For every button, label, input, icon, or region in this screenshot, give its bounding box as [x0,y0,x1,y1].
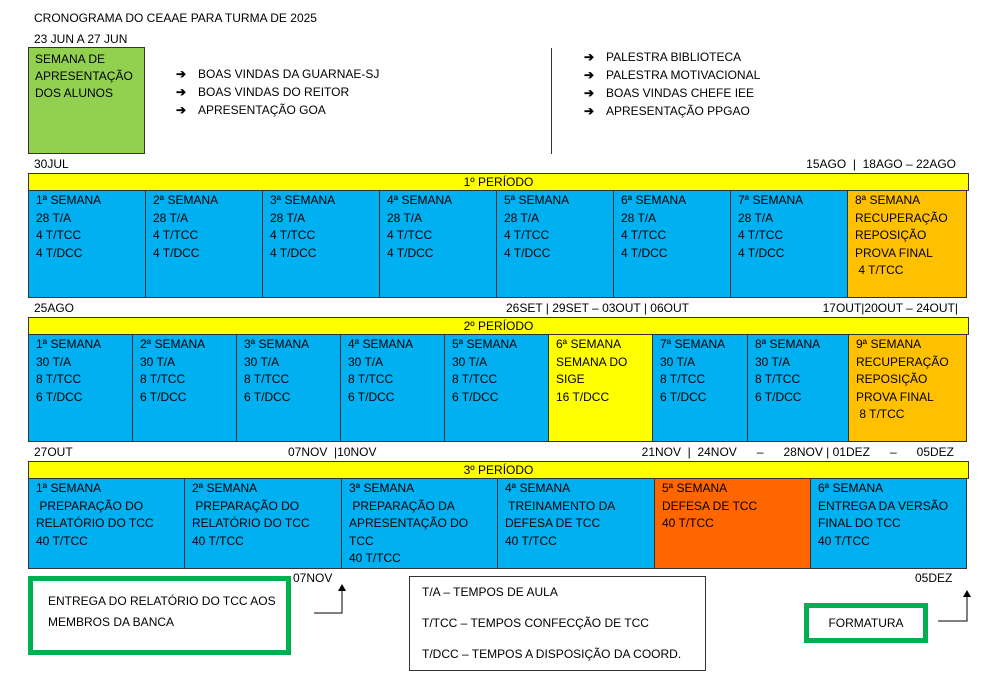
arrow-right-icon: ➔ [176,85,187,99]
arrow-right-icon: ➔ [584,86,595,100]
date-range: 23 JUN A 27 JUN [34,32,128,46]
delivery-date: 07NOV [293,571,333,585]
arrow-right-icon: ➔ [584,68,595,82]
period3-date-mid: 07NOV |10NOV [288,445,377,459]
intro-left-list [176,65,379,119]
period3-week-2: 2ª SEMANA PREPARAÇÃO DO RELATÓRIO DO TCC 40 T/TCC [185,479,342,568]
period2-week-6: 6ª SEMANA SEMANA DO SIGE 16 T/DCC [549,335,653,441]
list-item: ➔ APRESENTAÇÃO GOA [176,103,326,117]
period1-week-8: 8ª SEMANA RECUPERAÇÃO REPOSIÇÃO PROVA FINAL 4 T/TCC [848,191,966,297]
period2-week-2: 2ª SEMANA 30 T/A 8 T/TCC 6 T/DCC [133,335,237,441]
list-item: ➔ BOAS VINDAS DA GUARNAE-SJ [176,67,380,81]
graduation-box: FORMATURA [804,603,928,643]
arrow-right-icon: ➔ [176,67,187,81]
divider [551,48,552,154]
period2-week-1: 1ª SEMANA 30 T/A 8 T/TCC 6 T/DCC [29,335,133,441]
intro-line: DOS ALUNOS [35,86,114,100]
period3-week-4: 4ª SEMANA TREINAMENTO DA DEFESA DE TCC 40 T/TCC [498,479,655,568]
period1-week-3: 3ª SEMANA 28 T/A 4 T/TCC 4 T/DCC [263,191,380,297]
period3-week-1: 1ª SEMANA PREPARAÇÃO DO RELATÓRIO DO TCC 40 T/TCC [29,479,185,568]
period1-title: 1º PERÍODO [28,173,969,191]
period2-title: 2º PERÍODO [28,317,969,335]
period1-week-6: 6ª SEMANA 28 T/A 4 T/TCC 4 T/DCC [614,191,731,297]
page-title: CRONOGRAMA DO CEAAE PARA TURMA DE 2025 [34,11,317,25]
period2-week-7: 7ª SEMANA 30 T/A 8 T/TCC 6 T/DCC [653,335,748,441]
return-arrow-icon [936,588,976,624]
return-arrow-icon [312,582,352,616]
legend-box [409,576,706,671]
list-item: ➔ BOAS VINDAS CHEFE IEE [584,86,755,100]
period1-date-left: 30JUL [34,157,69,171]
period1-week-2: 2ª SEMANA 28 T/A 4 T/TCC 4 T/DCC [146,191,263,297]
period1-week-4: 4ª SEMANA 28 T/A 4 T/TCC 4 T/DCC [380,191,497,297]
period3-grid [28,479,967,569]
intro-line: APRESENTAÇÃO [35,69,133,83]
arrow-right-icon: ➔ [584,104,595,118]
period2-grid [28,335,967,442]
period1-date-right: 15AGO | 18AGO – 22AGO [806,157,956,171]
period1-grid [28,191,967,298]
period1-week-5: 5ª SEMANA 28 T/A 4 T/TCC 4 T/DCC [497,191,614,297]
list-item: ➔ PALESTRA BIBLIOTECA [584,50,742,64]
intro-week-box [28,47,145,154]
period2-date-right: 17OUT|20OUT – 24OUT| [822,301,958,315]
period3-date-right: 21NOV | 24NOV – 28NOV | 01DEZ – 05DEZ [641,445,954,459]
list-item: ➔ BOAS VINDAS DO REITOR [176,85,350,99]
period3-title: 3º PERÍODO [28,461,969,479]
delivery-box: ENTREGA DO RELATÓRIO DO TCC AOS MEMBROS DA BANCA [28,576,291,655]
period2-week-4: 4ª SEMANA 30 T/A 8 T/TCC 6 T/DCC [341,335,445,441]
intro-right-list [584,48,760,120]
period2-week-5: 5ª SEMANA 30 T/A 8 T/TCC 6 T/DCC [445,335,549,441]
period2-date-mid: 26SET | 29SET – 03OUT | 06OUT [506,301,689,315]
period2-week-9: 9ª SEMANA RECUPERAÇÃO REPOSIÇÃO PROVA FINAL 8 T/TCC [849,335,966,441]
period3-week-3: 3ª SEMANA PREPARAÇÃO DA APRESENTAÇÃO DO TCC 40 T/TCC [342,479,498,568]
legend-item: T/TCC – TEMPOS CONFECÇÃO DE TCC [422,616,649,630]
list-item: ➔ PALESTRA MOTIVACIONAL [584,68,761,82]
legend-item: T/DCC – TEMPOS A DISPOSIÇÃO DA COORD. [422,647,682,661]
period3-date-left: 27OUT [34,445,73,459]
intro-line: SEMANA DE [35,52,106,66]
list-item: ➔ APRESENTAÇÃO PPGAO [584,104,750,118]
period3-week-6: 6ª SEMANA ENTREGA DA VERSÃO FINAL DO TCC 40 T/TCC [811,479,966,568]
arrow-right-icon: ➔ [584,50,595,64]
legend-item: T/A – TEMPOS DE AULA [422,585,558,599]
period2-date-left: 25AGO [34,301,75,315]
period2-week-3: 3ª SEMANA 30 T/A 8 T/TCC 6 T/DCC [237,335,341,441]
arrow-right-icon: ➔ [176,103,187,117]
period2-week-8: 8ª SEMANA 30 T/A 8 T/TCC 6 T/DCC [748,335,849,441]
period1-week-1: 1ª SEMANA 28 T/A 4 T/TCC 4 T/DCC [29,191,146,297]
period3-week-5: 5ª SEMANA DEFESA DE TCC 40 T/TCC [655,479,811,568]
period1-week-7: 7ª SEMANA 28 T/A 4 T/TCC 4 T/DCC [731,191,848,297]
graduation-date: 05DEZ [915,571,953,585]
